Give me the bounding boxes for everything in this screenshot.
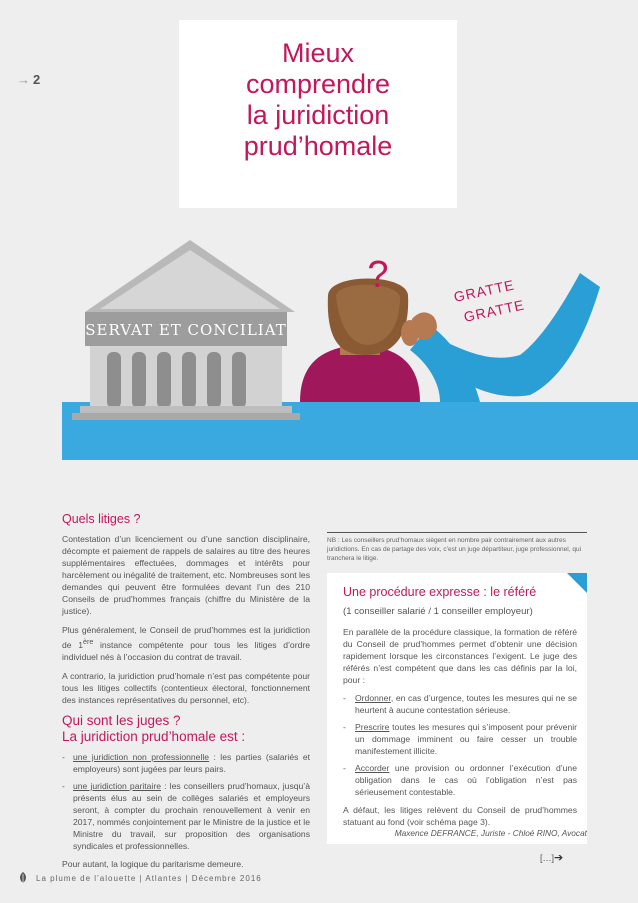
list-item: - Accorder une provision ou ordonner l’exécution d’une obligation dans le cas où l’obligation n’est pas sérieusement contestable. (343, 762, 577, 798)
paragraph: Pour autant, la logique du paritarisme demeure. (62, 858, 244, 869)
left-column (62, 512, 310, 877)
corner-triangle-icon (567, 573, 587, 593)
arrow-right-icon: ➔ (554, 852, 564, 864)
nb-note: NB : Les conseillers prud’homaux siègent en nombre pair contrairement aux autres juridictions. En cas de partage des voix, c’est un juge départiteur, juge professionnel, qui tranchera le litige. (327, 532, 587, 563)
paragraph: Plus généralement, le Conseil de prud’hommes est la juridiction de 1ère instance compétente pour tous les litiges d’ordre individuel nés à l’occasion du contrat de travail. (62, 625, 310, 662)
page-number: → 2 (17, 72, 41, 87)
gratte-text-1: GRATTE (452, 276, 517, 305)
paragraph: En parallèle de la procédure classique, la formation de référé du Conseil de prud’hommes permet d’obtenir une décision rapidement lorsque les circonstances l’exigent. Le juge des référés n’est compétent que dans les cas définis par la loi, pour : (343, 627, 577, 685)
title-box (179, 20, 457, 208)
continued-marker: […]➔ (540, 852, 564, 864)
gratte-text-2: GRATTE (462, 296, 527, 325)
refere-subtitle: (1 conseiller salarié / 1 conseiller employeur) (343, 606, 533, 617)
paragraph: A défaut, les litiges relèvent du Conseil de prud’hommes statuant au fond (voir schéma page 3). (343, 805, 577, 827)
juridiction-list (62, 751, 310, 852)
building-inscription: SERVAT ET CONCILIAT (85, 321, 287, 339)
list-item: - Ordonner, en cas d’urgence, toutes les mesures qui ne se heurtent à aucune contestation sérieuse. (343, 692, 577, 716)
page-title: Mieux comprendre la juridiction prud’homale (243, 38, 393, 161)
illustration (0, 215, 638, 460)
footer: La plume de l’alouette | Atlantes | Décembre 2016 (18, 872, 262, 884)
list-item: - Prescrire toutes les mesures qui s’imposent pour prévenir un dommage imminent ou faire cesser un trouble manifestement illicite. (343, 721, 577, 757)
refere-box (327, 573, 587, 844)
person-illustration (300, 273, 600, 402)
paragraph: Contestation d’un licenciement ou d’une sanction disciplinaire, décompte et paiement de rappels de salaires au titre des heures supplémentaires effectuées, dommages et intérêts pour harcèlement ou inégalité de traitement, etc. Nombreuses sont les demandes qui peuvent être formulées devant l’un des 210 Conseils de prud’hommes français (chiffre du Ministère de la justice). (62, 534, 310, 616)
refere-list (343, 692, 577, 798)
heading-qui-sont-les-juges: Qui sont les juges ? La juridiction prud’homale est : (62, 712, 246, 744)
paragraph: A contrario, la juridiction prud’homale n’est pas compétente pour tous les litiges collectifs (contentieux électoral, fonctionnement des instances représentatives du personnel, etc). (62, 670, 310, 705)
refere-title: Une procédure expresse : le référé (343, 585, 537, 599)
authors: Maxence DEFRANCE, Juriste - Chloé RINO, Avocat (394, 828, 587, 838)
list-item: - une juridiction paritaire : les conseillers prud’homaux, jusqu’à présents élus au sein de collèges salariés et employeurs seront, à compter du prochain renouvellement à venir en 2017, nommés conjointement par le Ministre de la justice et le Ministre du travail, sur proposition des organisations syndicales et professionnelles. (62, 780, 310, 852)
arrow-right-icon: → (17, 72, 30, 87)
heading-quels-litiges: Quels litiges ? (62, 512, 141, 526)
question-mark: ? (367, 254, 389, 296)
list-item: - une juridiction non professionnelle : les parties (salariés et employeurs) sont jugées par leurs pairs. (62, 751, 310, 775)
leaf-logo-icon (18, 872, 28, 884)
right-column (327, 532, 587, 844)
